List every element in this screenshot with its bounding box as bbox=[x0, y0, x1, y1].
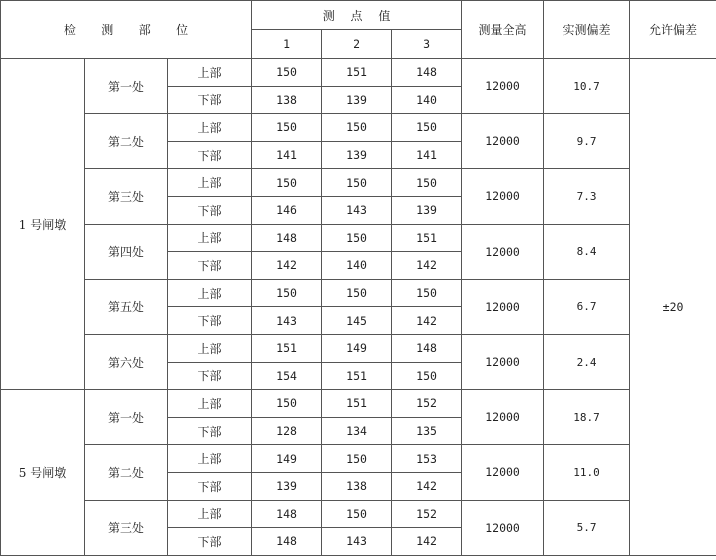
table-row bbox=[1, 445, 716, 473]
position-label: 下部 bbox=[168, 362, 252, 390]
point-value: 138 bbox=[252, 86, 322, 114]
header-col-2: 2 bbox=[322, 30, 392, 59]
point-value: 151 bbox=[392, 224, 462, 252]
total-height: 12000 bbox=[462, 390, 544, 445]
point-value: 143 bbox=[322, 196, 392, 224]
point-value: 150 bbox=[252, 390, 322, 418]
measured-deviation: 8.4 bbox=[544, 224, 630, 279]
table-row bbox=[1, 334, 716, 362]
position-label: 下部 bbox=[168, 528, 252, 556]
point-value: 150 bbox=[252, 114, 322, 142]
point-value: 150 bbox=[392, 279, 462, 307]
section-name: 第四处 bbox=[85, 224, 168, 279]
point-value: 150 bbox=[392, 362, 462, 390]
point-value: 150 bbox=[392, 114, 462, 142]
total-height: 12000 bbox=[462, 334, 544, 389]
total-height: 12000 bbox=[462, 114, 544, 169]
point-value: 128 bbox=[252, 417, 322, 445]
point-value: 148 bbox=[392, 59, 462, 87]
point-value: 150 bbox=[322, 169, 392, 197]
point-value: 140 bbox=[322, 252, 392, 280]
point-value: 150 bbox=[322, 114, 392, 142]
point-value: 142 bbox=[252, 252, 322, 280]
allowed-deviation: ±20 bbox=[630, 59, 716, 556]
total-height: 12000 bbox=[462, 445, 544, 500]
table-body bbox=[1, 59, 716, 556]
point-value: 135 bbox=[392, 417, 462, 445]
point-value: 139 bbox=[392, 196, 462, 224]
point-value: 151 bbox=[322, 59, 392, 87]
position-label: 上部 bbox=[168, 445, 252, 473]
point-value: 153 bbox=[392, 445, 462, 473]
measured-deviation: 9.7 bbox=[544, 114, 630, 169]
position-label: 下部 bbox=[168, 141, 252, 169]
measured-deviation: 5.7 bbox=[544, 500, 630, 555]
measured-deviation: 6.7 bbox=[544, 279, 630, 334]
point-value: 145 bbox=[322, 307, 392, 335]
point-value: 152 bbox=[392, 500, 462, 528]
point-value: 142 bbox=[392, 472, 462, 500]
point-value: 146 bbox=[252, 196, 322, 224]
table-row bbox=[1, 224, 716, 252]
section-name: 第一处 bbox=[85, 59, 168, 114]
pier-name: 5 号闸墩 bbox=[1, 390, 85, 556]
section-name: 第三处 bbox=[85, 169, 168, 224]
position-label: 上部 bbox=[168, 500, 252, 528]
point-value: 139 bbox=[322, 86, 392, 114]
position-label: 下部 bbox=[168, 196, 252, 224]
point-value: 154 bbox=[252, 362, 322, 390]
table-row bbox=[1, 169, 716, 197]
section-name: 第三处 bbox=[85, 500, 168, 555]
point-value: 140 bbox=[392, 86, 462, 114]
measured-deviation: 11.0 bbox=[544, 445, 630, 500]
point-value: 143 bbox=[252, 307, 322, 335]
total-height: 12000 bbox=[462, 279, 544, 334]
section-name: 第五处 bbox=[85, 279, 168, 334]
total-height: 12000 bbox=[462, 169, 544, 224]
position-label: 下部 bbox=[168, 472, 252, 500]
point-value: 150 bbox=[252, 169, 322, 197]
point-value: 139 bbox=[322, 141, 392, 169]
position-label: 上部 bbox=[168, 390, 252, 418]
measured-deviation: 18.7 bbox=[544, 390, 630, 445]
point-value: 148 bbox=[252, 528, 322, 556]
point-value: 148 bbox=[252, 224, 322, 252]
header-location: 检 测 部 位 bbox=[1, 1, 252, 59]
position-label: 上部 bbox=[168, 224, 252, 252]
position-label: 上部 bbox=[168, 279, 252, 307]
section-name: 第一处 bbox=[85, 390, 168, 445]
header-col-1: 1 bbox=[252, 30, 322, 59]
point-value: 150 bbox=[252, 279, 322, 307]
point-value: 141 bbox=[252, 141, 322, 169]
point-value: 151 bbox=[252, 334, 322, 362]
point-value: 138 bbox=[322, 472, 392, 500]
table-row bbox=[1, 500, 716, 528]
position-label: 下部 bbox=[168, 417, 252, 445]
section-name: 第二处 bbox=[85, 445, 168, 500]
point-value: 152 bbox=[392, 390, 462, 418]
point-value: 150 bbox=[322, 224, 392, 252]
point-value: 151 bbox=[322, 390, 392, 418]
point-value: 150 bbox=[322, 279, 392, 307]
section-name: 第二处 bbox=[85, 114, 168, 169]
total-height: 12000 bbox=[462, 500, 544, 555]
position-label: 下部 bbox=[168, 307, 252, 335]
table-row bbox=[1, 114, 716, 142]
position-label: 上部 bbox=[168, 114, 252, 142]
point-value: 142 bbox=[392, 528, 462, 556]
header-deviation: 实测偏差 bbox=[544, 1, 630, 59]
table-row bbox=[1, 390, 716, 418]
point-value: 142 bbox=[392, 307, 462, 335]
table-row bbox=[1, 59, 716, 87]
point-value: 148 bbox=[392, 334, 462, 362]
header-points: 测 点 值 bbox=[252, 1, 462, 30]
point-value: 148 bbox=[252, 500, 322, 528]
measured-deviation: 7.3 bbox=[544, 169, 630, 224]
position-label: 上部 bbox=[168, 334, 252, 362]
point-value: 150 bbox=[322, 445, 392, 473]
position-label: 上部 bbox=[168, 59, 252, 87]
section-name: 第六处 bbox=[85, 334, 168, 389]
point-value: 150 bbox=[252, 59, 322, 87]
point-value: 149 bbox=[322, 334, 392, 362]
position-label: 下部 bbox=[168, 86, 252, 114]
total-height: 12000 bbox=[462, 59, 544, 114]
table-row bbox=[1, 279, 716, 307]
point-value: 151 bbox=[322, 362, 392, 390]
point-value: 139 bbox=[252, 472, 322, 500]
measured-deviation: 2.4 bbox=[544, 334, 630, 389]
position-label: 上部 bbox=[168, 169, 252, 197]
total-height: 12000 bbox=[462, 224, 544, 279]
position-label: 下部 bbox=[168, 252, 252, 280]
measured-deviation: 10.7 bbox=[544, 59, 630, 114]
point-value: 134 bbox=[322, 417, 392, 445]
point-value: 149 bbox=[252, 445, 322, 473]
point-value: 150 bbox=[392, 169, 462, 197]
point-value: 142 bbox=[392, 252, 462, 280]
header-col-3: 3 bbox=[392, 30, 462, 59]
point-value: 141 bbox=[392, 141, 462, 169]
point-value: 150 bbox=[322, 500, 392, 528]
header-allowed: 允许偏差 bbox=[630, 1, 716, 59]
point-value: 143 bbox=[322, 528, 392, 556]
pier-name: 1 号闸墩 bbox=[1, 59, 85, 390]
header-total: 测量全高 bbox=[462, 1, 544, 59]
